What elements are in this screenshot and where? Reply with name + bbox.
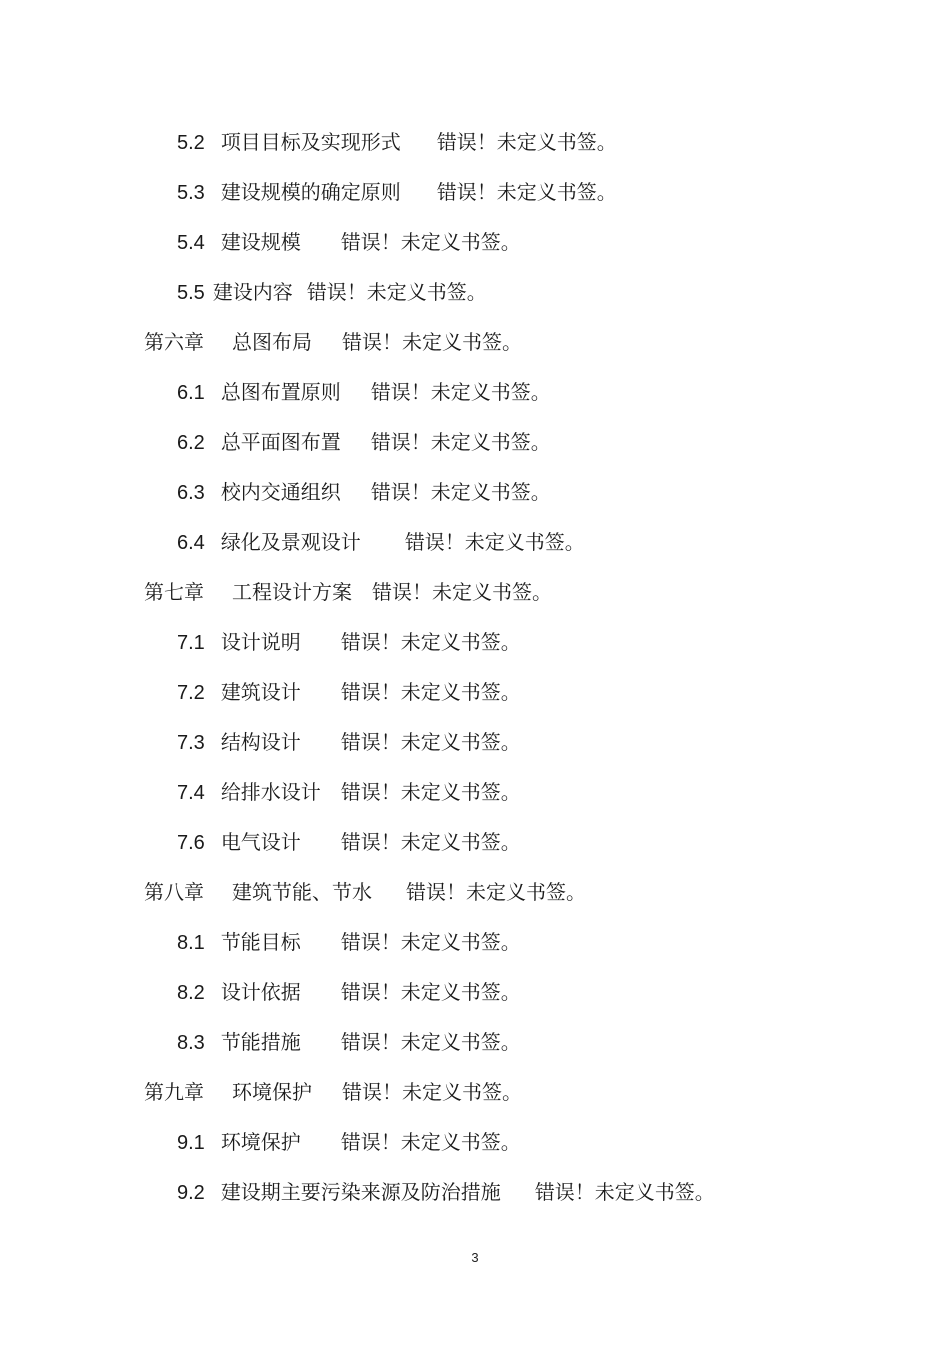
toc-entry-number: 8.1 (177, 932, 205, 954)
toc-entry-page-ref: 错误！未定义书签。 (340, 830, 521, 854)
toc-entry-page-ref: 错误！未定义书签。 (340, 780, 521, 804)
toc-entry-page-ref: 错误！未定义书签。 (340, 1130, 521, 1154)
toc-entry-number: 5.2 (177, 132, 205, 154)
toc-entry-title: 总图布置原则 (220, 380, 341, 404)
toc-section-entry[interactable] (0, 772, 950, 822)
toc-entry-number: 第六章 (144, 330, 204, 354)
toc-section-entry[interactable] (0, 372, 950, 422)
toc-entry-page-ref: 错误！未定义书签。 (340, 680, 521, 704)
toc-entry-title: 建设期主要污染来源及防治措施 (220, 1180, 501, 1204)
toc-section-entry[interactable] (0, 1022, 950, 1072)
toc-entry-number: 6.4 (177, 532, 205, 554)
toc-entry-page-ref: 错误！未定义书签。 (436, 180, 617, 204)
toc-entry-page-ref: 错误！未定义书签。 (370, 430, 551, 454)
toc-entry-page-ref: 错误！未定义书签。 (370, 480, 551, 504)
toc-entry-number: 第九章 (144, 1080, 204, 1104)
toc-entry-title: 建筑设计 (220, 680, 301, 704)
toc-entry-number: 9.2 (177, 1182, 205, 1204)
toc-chapter-entry[interactable] (0, 1072, 950, 1122)
toc-entry-number: 第八章 (144, 880, 204, 904)
toc-section-entry[interactable] (0, 422, 950, 472)
toc-entry-title: 建设内容 (212, 280, 293, 304)
toc-entry-number: 6.2 (177, 432, 205, 454)
toc-entry-title: 节能目标 (220, 930, 301, 954)
toc-entry-page-ref: 错误！未定义书签。 (340, 930, 521, 954)
toc-section-entry[interactable] (0, 622, 950, 672)
toc-section-entry[interactable] (0, 922, 950, 972)
toc-section-entry[interactable] (0, 972, 950, 1022)
toc-section-entry[interactable] (0, 822, 950, 872)
toc-entry-page-ref: 错误！未定义书签。 (340, 630, 521, 654)
toc-entry-title: 设计说明 (220, 630, 301, 654)
toc-section-entry[interactable] (0, 672, 950, 722)
toc-entry-title: 校内交通组织 (220, 480, 341, 504)
toc-section-entry[interactable] (0, 722, 950, 772)
toc-entry-number: 9.1 (177, 1132, 205, 1154)
toc-entry-page-ref: 错误！未定义书签。 (340, 230, 521, 254)
toc-entry-page-ref: 错误！未定义书签。 (342, 330, 522, 354)
toc-section-entry[interactable] (0, 172, 950, 222)
toc-entry-number: 7.2 (177, 682, 205, 704)
toc-section-entry[interactable] (0, 472, 950, 522)
toc-entry-number: 6.3 (177, 482, 205, 504)
toc-entry-page-ref: 错误！未定义书签。 (340, 980, 521, 1004)
toc-entry-title: 建设规模的确定原则 (220, 180, 401, 204)
toc-entry-title: 工程设计方案 (232, 580, 352, 604)
toc-entry-page-ref: 错误！未定义书签。 (406, 880, 586, 904)
toc-entry-number: 5.3 (177, 182, 205, 204)
toc-chapter-entry[interactable] (0, 872, 950, 922)
toc-entry-title: 给排水设计 (220, 780, 321, 804)
toc-section-entry[interactable] (0, 1122, 950, 1172)
toc-entry-page-ref: 错误！未定义书签。 (342, 1080, 522, 1104)
toc-entry-page-ref: 错误！未定义书签。 (404, 530, 585, 554)
toc-entry-number: 第七章 (144, 580, 204, 604)
toc-entry-page-ref: 错误！未定义书签。 (306, 280, 487, 304)
toc-entry-page-ref: 错误！未定义书签。 (534, 1180, 715, 1204)
toc-entry-page-ref: 错误！未定义书签。 (340, 730, 521, 754)
toc-section-entry[interactable] (0, 522, 950, 572)
toc-entry-title: 电气设计 (220, 830, 301, 854)
toc-entry-title: 节能措施 (220, 1030, 301, 1054)
toc-entry-title: 设计依据 (220, 980, 301, 1004)
toc-entry-number: 7.3 (177, 732, 205, 754)
toc-entry-page-ref: 错误！未定义书签。 (340, 1030, 521, 1054)
toc-chapter-entry[interactable] (0, 572, 950, 622)
toc-entry-number: 8.3 (177, 1032, 205, 1054)
toc-entry-number: 5.4 (177, 232, 205, 254)
toc-entry-number: 8.2 (177, 982, 205, 1004)
toc-entry-title: 项目目标及实现形式 (220, 130, 401, 154)
page-number: 3 (471, 1250, 479, 1265)
toc-entry-page-ref: 错误！未定义书签。 (372, 580, 552, 604)
toc-entry-page-ref: 错误！未定义书签。 (436, 130, 617, 154)
toc-entry-number: 7.1 (177, 632, 205, 654)
toc-entry-title: 环境保护 (232, 1080, 312, 1104)
toc-section-entry[interactable] (0, 272, 950, 322)
toc-section-entry[interactable] (0, 1172, 950, 1222)
toc-entry-title: 结构设计 (220, 730, 301, 754)
table-of-contents (0, 122, 950, 1222)
toc-chapter-entry[interactable] (0, 322, 950, 372)
toc-entry-title: 总图布局 (232, 330, 312, 354)
toc-entry-page-ref: 错误！未定义书签。 (370, 380, 551, 404)
toc-entry-title: 建筑节能、节水 (232, 880, 372, 904)
toc-entry-number: 6.1 (177, 382, 205, 404)
toc-entry-title: 总平面图布置 (220, 430, 341, 454)
toc-section-entry[interactable] (0, 222, 950, 272)
toc-entry-title: 环境保护 (220, 1130, 301, 1154)
toc-entry-number: 7.6 (177, 832, 205, 854)
toc-section-entry[interactable] (0, 122, 950, 172)
toc-entry-title: 绿化及景观设计 (220, 530, 361, 554)
toc-entry-number: 7.4 (177, 782, 205, 804)
toc-entry-title: 建设规模 (220, 230, 301, 254)
toc-entry-number: 5.5 (177, 282, 205, 304)
